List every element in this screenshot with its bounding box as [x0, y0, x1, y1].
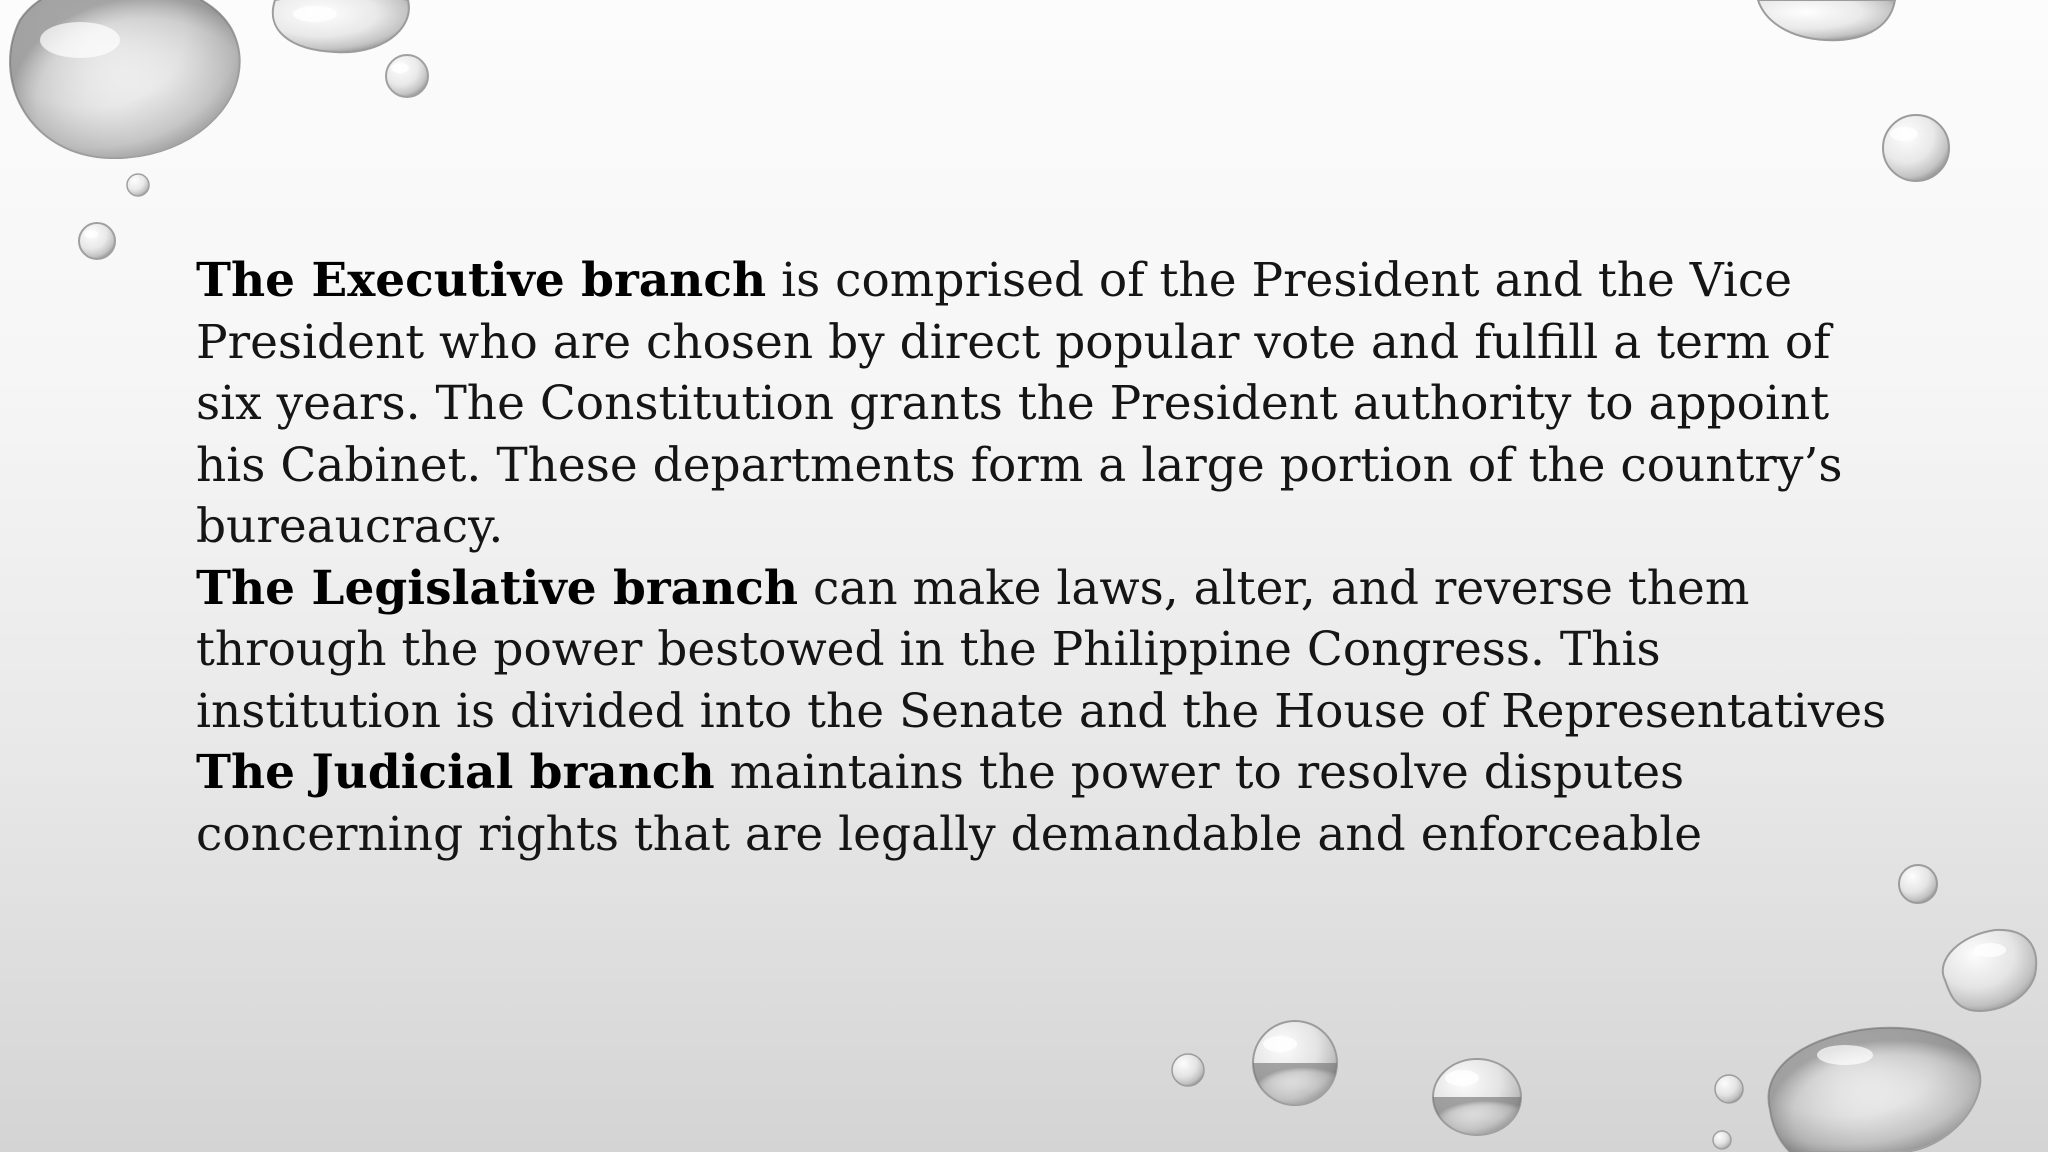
judicial-branch-paragraph [196, 742, 1896, 865]
droplet-icon [386, 55, 428, 97]
droplet-icon [1715, 1075, 1743, 1103]
executive-branch-heading: The Executive branch [196, 253, 767, 308]
droplet-icon [1943, 930, 2036, 1011]
slide-body-text [196, 250, 1896, 865]
droplet-icon [1433, 1059, 1521, 1135]
droplet-icon [1899, 865, 1937, 903]
droplet-icon [79, 223, 115, 259]
legislative-branch-heading: The Legislative branch [196, 560, 799, 616]
judicial-branch-heading: The Judicial branch [196, 745, 715, 800]
executive-branch-description: is comprised of the President and the Vice President who are chosen by direct popular vote and fulfill a term of six years. The Constitution grants the President authority to appoint his Cabinet. These departments form a large portion of the country’s bureaucracy. [196, 253, 1843, 554]
legislative-branch-description: can make laws, alter, and reverse them through the power bestowed in the Philippine Congress. This institution is divided into the Senate and the House of Representatives [196, 560, 1887, 739]
droplet-icon [1758, 0, 1895, 40]
droplet-icon [273, 0, 409, 52]
executive-branch-paragraph [196, 250, 1896, 558]
droplet-icon [1172, 1054, 1204, 1086]
droplet-icon [10, 0, 240, 158]
droplet-icon [127, 174, 149, 196]
droplet-icon [1253, 1021, 1337, 1105]
judicial-branch-description: maintains the power to resolve disputes concerning rights that are legally demandable and enforceable [196, 745, 1703, 862]
droplet-icon [1713, 1131, 1731, 1149]
legislative-branch-paragraph [196, 558, 1896, 743]
droplet-icon [1883, 115, 1949, 181]
droplet-icon [1768, 1028, 1980, 1152]
